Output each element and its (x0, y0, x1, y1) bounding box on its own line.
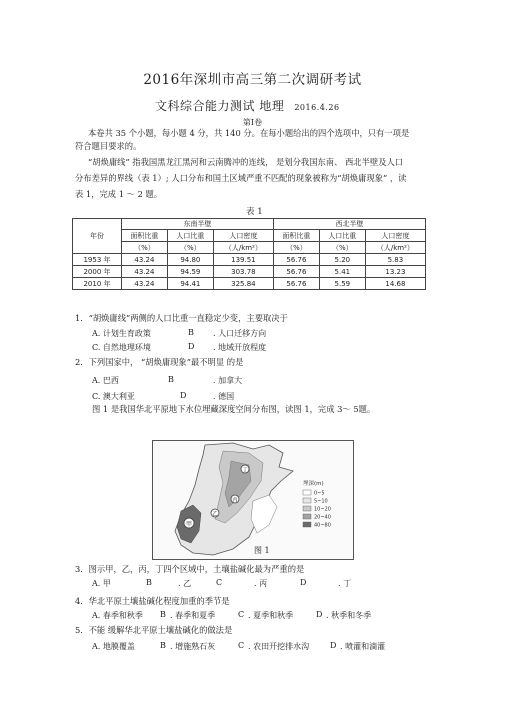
exam-date: 2016.4.26 (294, 103, 340, 112)
passage2-line-1: 图 1 是我国华北平原地下水位埋藏深度空间分布图，读图 1，完成 3～ 5题。 (92, 404, 376, 414)
table-caption: 表 1 (246, 207, 263, 217)
table-header-cols (73, 230, 426, 242)
q2-option-c: C. 澳大利亚 (92, 392, 135, 401)
legend-swatch-3 (303, 506, 311, 511)
cell: 56.76 (273, 278, 319, 290)
unit-east-area: （%） (122, 242, 168, 254)
unit-west-pop: （%） (319, 242, 365, 254)
legend-swatch-5 (303, 522, 311, 527)
intro-line-1: 本卷共 35 个小题，每小题 4 分，共 140 分。在每小题给出的四个选项中，只有一项是 (88, 128, 410, 138)
q3-option-b: . 乙 (178, 579, 192, 588)
q5-option-d: . 喷灌和滴灌 (340, 642, 386, 651)
table-row (73, 278, 426, 290)
cell: 43.24 (122, 254, 168, 266)
q5-option-b: . 增施熟石灰 (170, 642, 216, 651)
question-2-stem: 2．下列国家中， “胡焕庸现象”最不明显 的是 (75, 357, 244, 367)
subtitle-text: 文科综合能力测试 地理 (155, 99, 285, 113)
table-header-units (73, 242, 426, 254)
figure-caption: 图 1 (254, 546, 270, 555)
passage1-line-3: 表 1，完成 1 ～ 2 题。 (75, 189, 163, 199)
q1-option-a: A. 计划生育政策 (92, 329, 151, 338)
cell: 325.84 (213, 278, 273, 290)
cell: 43.24 (122, 266, 168, 278)
unit-east-density: （人/km²） (213, 242, 273, 254)
col-west-pop: 人口比重 (319, 230, 365, 242)
cell: 94.41 (167, 278, 213, 290)
exam-subtitle (155, 97, 340, 114)
q2-option-b-letter: B (168, 375, 174, 384)
legend-label-2: 5~10 (314, 498, 328, 505)
map-svg (153, 441, 353, 559)
marker-bing-label: 丙 (232, 497, 238, 504)
q4-option-a: A. 春季和秋季 (92, 611, 143, 620)
q3-option-c: . 丙 (254, 579, 268, 588)
legend-label-1: 0~5 (314, 490, 325, 497)
q5-option-b-letter: B (160, 641, 166, 650)
col-east-density: 人口密度 (213, 230, 273, 242)
col-west-area: 面积比重 (273, 230, 319, 242)
unit-west-density: （人/km²） (365, 242, 425, 254)
legend-label-3: 10~20 (314, 506, 331, 513)
q4-option-c: . 夏季和秋季 (248, 611, 294, 620)
unit-east-pop: （%） (167, 242, 213, 254)
cell: 303.78 (213, 266, 273, 278)
legend-label-4: 20~40 (314, 514, 331, 521)
group-west: 西北半壁 (273, 219, 425, 230)
legend-swatch-2 (303, 498, 311, 503)
passage1-line-1: “胡焕庸线” 指我国黑龙江黑河和云南腾冲的连线， 是划分我国东南、 西北半壁及人口 (88, 157, 404, 167)
q3-option-d-letter: D (300, 578, 307, 587)
question-1-stem: 1．“胡焕庸线”两侧的人口比重一直稳定少变，主要取决于 (75, 313, 288, 323)
cell: 14.68 (365, 278, 425, 290)
q3-option-a: A. 甲 (92, 579, 111, 588)
year-header: 年份 (73, 219, 122, 254)
q2-option-d-letter: D (180, 391, 187, 400)
cell: 5.41 (319, 266, 365, 278)
row-year: 2010 年 (73, 278, 122, 290)
marker-jia-label: 甲 (185, 521, 193, 528)
group-east: 东南半壁 (122, 219, 274, 230)
q5-option-a: A. 地膜覆盖 (92, 642, 135, 651)
passage1-line-2: 分布差异的界线（表 1）; 人口分布和国土区域严重不匹配的现象被称为“胡焕庸现象” ，读 (75, 173, 407, 183)
cell: 94.80 (167, 254, 213, 266)
cell: 5.83 (365, 254, 425, 266)
cell: 94.59 (167, 266, 213, 278)
q4-option-b-letter: B (160, 610, 166, 619)
q4-option-b: . 春季和夏季 (170, 611, 216, 620)
groundwater-map (152, 440, 354, 560)
col-east-pop: 人口比重 (167, 230, 213, 242)
legend-title: 埋深(m) (303, 481, 324, 487)
q3-option-b-letter: B (146, 578, 152, 587)
exam-title: 2016年深圳市高三第二次调研考试 (143, 72, 362, 88)
q5-option-d-letter: D (330, 641, 337, 650)
cell: 5.20 (319, 254, 365, 266)
row-year: 2000 年 (73, 266, 122, 278)
q3-option-c-letter: C (216, 578, 223, 587)
table-row (73, 266, 426, 278)
q1-option-c: C. 自然地理环境 (92, 343, 151, 352)
col-west-density: 人口密度 (365, 230, 425, 242)
col-east-area: 面积比重 (122, 230, 168, 242)
intro-line-2: 符合题目要求的。 (75, 141, 142, 151)
legend-swatch-4 (303, 514, 311, 519)
table-header-group (73, 219, 426, 230)
section-label: 第Ⅰ卷 (242, 118, 263, 127)
cell: 139.51 (213, 254, 273, 266)
question-5-stem: 5．不能 缓解华北平原土壤盐碱化的做法是 (75, 625, 233, 635)
q2-option-a: A. 巴西 (92, 376, 119, 385)
cell: 56.76 (273, 266, 319, 278)
unit-west-area: （%） (273, 242, 319, 254)
q4-option-c-letter: C (238, 610, 245, 619)
q1-option-b: . 人口迁移方向 (213, 329, 267, 338)
q2-option-d: . 德国 (213, 392, 235, 401)
q5-option-c-letter: C (238, 641, 245, 650)
marker-ding-label: 丁 (242, 467, 248, 474)
q1-option-d-letter: D (188, 342, 195, 351)
legend-label-5: 40~80 (314, 522, 331, 529)
q2-option-b: . 加拿大 (213, 376, 243, 385)
cell: 5.59 (319, 278, 365, 290)
cell: 13.23 (365, 266, 425, 278)
q4-option-d-letter: D (316, 610, 323, 619)
table-row (73, 254, 426, 266)
q1-option-d: . 地域开放程度 (213, 343, 267, 352)
q5-option-c: . 农田开挖排水沟 (248, 642, 310, 651)
question-3-stem: 3．图示甲，乙，丙，丁四个区域中，土壤盐碱化最为严重的是 (75, 564, 305, 574)
cell: 56.76 (273, 254, 319, 266)
population-table (72, 218, 426, 290)
q3-option-d: . 丁 (338, 579, 352, 588)
legend-swatch-1 (303, 490, 311, 495)
row-year: 1953 年 (73, 254, 122, 266)
question-4-stem: 4．华北平原土壤盐碱化程度加重的季节是 (75, 596, 230, 606)
q1-option-b-letter: B (188, 328, 194, 337)
marker-yi-label: 乙 (212, 511, 218, 518)
q4-option-d: . 秋季和冬季 (326, 611, 372, 620)
cell: 43.24 (122, 278, 168, 290)
